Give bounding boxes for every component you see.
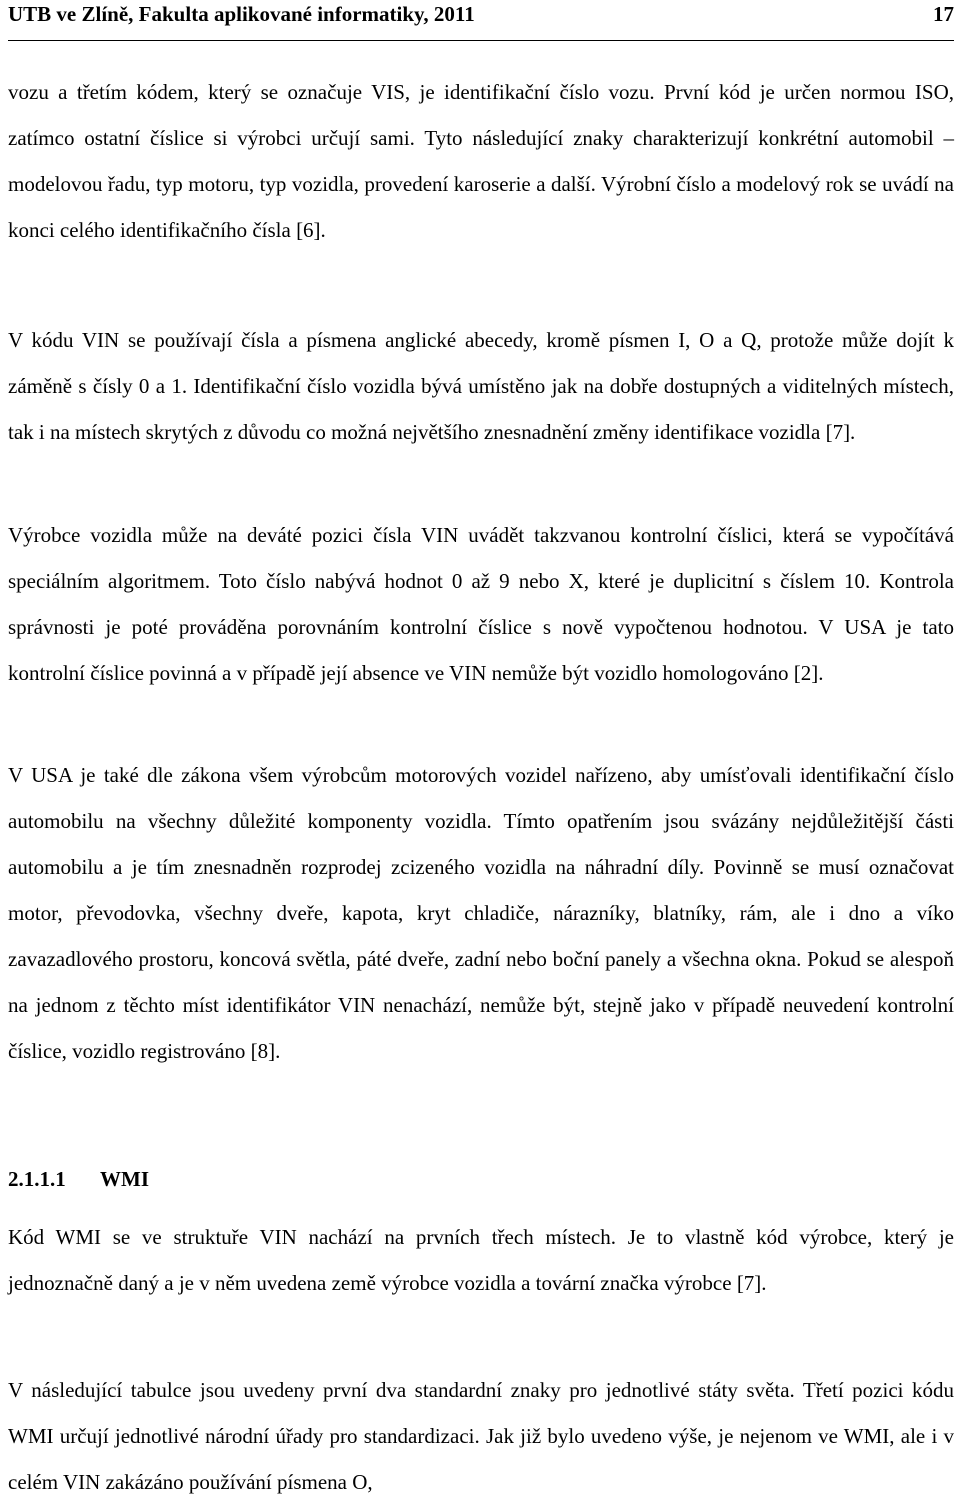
paragraph: V kódu VIN se používají čísla a písmena anglické abecedy, kromě písmen I, O a Q, protože může dojít k záměně s čísly 0 a 1. Identifikační číslo vozidla bývá umístěno jak na dobře dostupných a viditelných místech, tak i na místech skrytých z důvodu co možná největšího znesnadnění změny identifikace vozidla [7].	[8, 328, 954, 444]
section-number: 2.1.1.1	[8, 1167, 66, 1191]
document-page	[8, 0, 954, 1494]
paragraph: Kód WMI se ve struktuře VIN nachází na prvních třech místech. Je to vlastně kód výrobce, který je jednoznačně daný a je v něm uvedena země výrobce vozidla a tovární značka výrobce [7].	[8, 1225, 954, 1295]
paragraph: Výrobce vozidla může na deváté pozici čísla VIN uvádět takzvanou kontrolní číslici, která se vypočítává speciálním algoritmem. Toto číslo nabývá hodnot 0 až 9 nebo X, které je duplicitní s číslem 10. Kontrola správnosti je poté prováděna porovnáním kontrolní číslice s nově vypočtenou hodnotou. V USA je tato kontrolní číslice povinná a v případě její absence ve VIN nemůže být vozidlo homologováno [2].	[8, 523, 954, 685]
page-number: 17	[933, 2, 954, 26]
page-header	[8, 0, 954, 41]
paragraph: V následující tabulce jsou uvedeny první dva standardní znaky pro jednotlivé státy světa. Třetí pozici kódu WMI určují jednotlivé národní úřady pro standardizaci. Jak již bylo uvedeno výše, je nejenom ve WMI, ale i v celém VIN zakázáno používání písmena O,	[8, 1378, 954, 1494]
paragraph: vozu a třetím kódem, který se označuje VIS, je identifikační číslo vozu. První kód je určen normou ISO, zatímco ostatní číslice si výrobci určují sami. Tyto následující znaky charakterizují konkrétní automobil – modelovou řadu, typ motoru, typ vozidla, provedení karoserie a další. Výrobní číslo a modelový rok se uvádí na konci celého identifikačního čísla [6].	[8, 80, 954, 242]
section-heading	[8, 1167, 149, 1192]
section-title: WMI	[100, 1167, 149, 1191]
paragraph: V USA je také dle zákona všem výrobcům motorových vozidel nařízeno, aby umísťovali identifikační číslo automobilu na všechny důležité komponenty vozidla. Tímto opatřením jsou svázány nejdůležitější části automobilu a je tím znesnadněn rozprodej zcizeného vozidla na náhradní díly. Povinně se musí označovat motor, převodovka, všechny dveře, kapota, kryt chladiče, nárazníky, blatníky, rám, ale i dno a víko zavazadlového prostoru, koncová světla, páté dveře, zadní nebo boční panely a všechna okna. Pokud se alespoň na jednom z těchto míst identifikátor VIN nenachází, nemůže být, stejně jako v případě neuvedení kontrolní číslice, vozidlo registrováno [8].	[8, 763, 954, 1063]
header-title: UTB ve Zlíně, Fakulta aplikované informatiky, 2011	[8, 2, 475, 26]
